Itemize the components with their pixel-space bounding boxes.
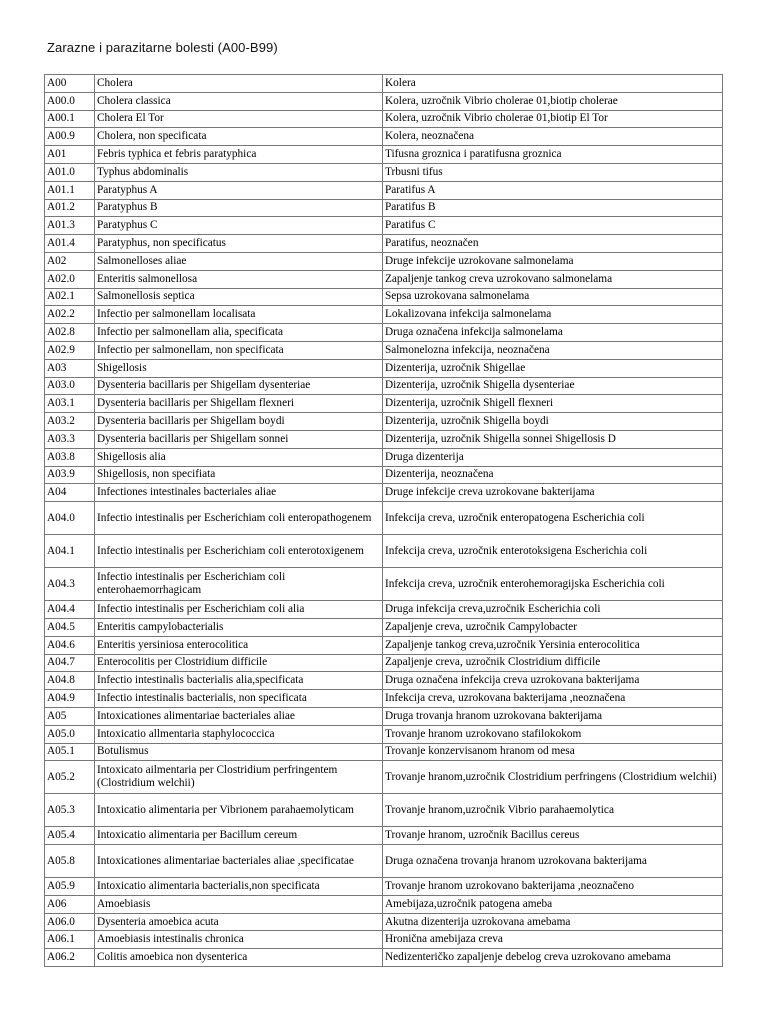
serbian-name-cell: Druga dizenterija: [383, 448, 723, 466]
code-cell: A05.3: [45, 794, 95, 827]
code-cell: A01.2: [45, 199, 95, 217]
latin-name-cell: Paratyphus A: [95, 181, 383, 199]
serbian-name-cell: Trovanje hranom,uzročnik Clostridium perfringens (Clostridium welchii): [383, 761, 723, 794]
serbian-name-cell: Kolera: [383, 75, 723, 93]
latin-name-cell: Infectio per salmonellam localisata: [95, 306, 383, 324]
serbian-name-cell: Dizenterija, uzročnik Shigella dysenteriae: [383, 377, 723, 395]
table-body: [45, 75, 723, 967]
latin-name-cell: Enteritis salmonellosa: [95, 270, 383, 288]
latin-name-cell: Paratyphus, non specificatus: [95, 235, 383, 253]
latin-name-cell: Infectio per salmonellam, non specificata: [95, 341, 383, 359]
table-row: [45, 181, 723, 199]
table-row: [45, 217, 723, 235]
serbian-name-cell: Akutna dizenterija uzrokovana amebama: [383, 913, 723, 931]
serbian-name-cell: Druge infekcije creva uzrokovane bakterijama: [383, 484, 723, 502]
table-row: [45, 913, 723, 931]
table-row: [45, 654, 723, 672]
code-cell: A05.8: [45, 845, 95, 878]
serbian-name-cell: Dizenterija, uzročnik Shigella sonnei Shigellosis D: [383, 430, 723, 448]
serbian-name-cell: Druge infekcije uzrokovane salmonelama: [383, 252, 723, 270]
latin-name-cell: Cholera El Tor: [95, 110, 383, 128]
serbian-name-cell: Druga označena infekcija salmonelama: [383, 324, 723, 342]
table-row: [45, 949, 723, 967]
serbian-name-cell: Paratifus B: [383, 199, 723, 217]
code-cell: A02.2: [45, 306, 95, 324]
latin-name-cell: Cholera classica: [95, 92, 383, 110]
latin-name-cell: Febris typhica et febris paratyphica: [95, 146, 383, 164]
code-cell: A05.0: [45, 725, 95, 743]
serbian-name-cell: Trbusni tifus: [383, 163, 723, 181]
code-cell: A05.4: [45, 827, 95, 845]
code-cell: A04: [45, 484, 95, 502]
code-cell: A01.3: [45, 217, 95, 235]
code-cell: A01.0: [45, 163, 95, 181]
code-cell: A04.0: [45, 502, 95, 535]
code-cell: A06: [45, 895, 95, 913]
latin-name-cell: Intoxicationes alimentariae bacteriales aliae: [95, 707, 383, 725]
code-cell: A02.1: [45, 288, 95, 306]
code-cell: A03.9: [45, 466, 95, 484]
table-row: [45, 931, 723, 949]
serbian-name-cell: Lokalizovana infekcija salmonelama: [383, 306, 723, 324]
latin-name-cell: Paratyphus C: [95, 217, 383, 235]
table-row: [45, 707, 723, 725]
code-cell: A03.8: [45, 448, 95, 466]
serbian-name-cell: Hronična amebijaza creva: [383, 931, 723, 949]
icd-code-table: [44, 74, 723, 967]
table-row: [45, 484, 723, 502]
serbian-name-cell: Kolera, uzročnik Vibrio cholerae 01,biotip cholerae: [383, 92, 723, 110]
code-cell: A04.5: [45, 618, 95, 636]
code-cell: A05.9: [45, 878, 95, 896]
table-row: [45, 92, 723, 110]
table-row: [45, 163, 723, 181]
code-cell: A04.6: [45, 636, 95, 654]
code-cell: A00: [45, 75, 95, 93]
serbian-name-cell: Zapaljenje creva, uzročnik Campylobacter: [383, 618, 723, 636]
latin-name-cell: Infectio intestinalis per Escherichiam coli enterotoxigenem: [95, 535, 383, 568]
table-row: [45, 359, 723, 377]
serbian-name-cell: Paratifus A: [383, 181, 723, 199]
table-row: [45, 568, 723, 601]
code-cell: A04.1: [45, 535, 95, 568]
code-cell: A01: [45, 146, 95, 164]
serbian-name-cell: Nedizenteričko zapaljenje debelog creva uzrokovano amebama: [383, 949, 723, 967]
code-cell: A00.1: [45, 110, 95, 128]
serbian-name-cell: Dizenterija, neoznačena: [383, 466, 723, 484]
code-cell: A03.1: [45, 395, 95, 413]
code-cell: A04.9: [45, 690, 95, 708]
code-cell: A00.0: [45, 92, 95, 110]
latin-name-cell: Amoebiasis: [95, 895, 383, 913]
table-row: [45, 395, 723, 413]
code-cell: A03: [45, 359, 95, 377]
latin-name-cell: Enterocolitis per Clostridium difficile: [95, 654, 383, 672]
serbian-name-cell: Dizenterija, uzročnik Shigellae: [383, 359, 723, 377]
latin-name-cell: Amoebiasis intestinalis chronica: [95, 931, 383, 949]
table-row: [45, 618, 723, 636]
latin-name-cell: Dysenteria bacillaris per Shigellam boydi: [95, 413, 383, 431]
latin-name-cell: Infectio intestinalis per Escherichiam coli enterohaemorrhagicam: [95, 568, 383, 601]
serbian-name-cell: Kolera, neoznačena: [383, 128, 723, 146]
serbian-name-cell: Trovanje hranom,uzročnik Vibrio parahaemolytica: [383, 794, 723, 827]
latin-name-cell: Infectiones intestinales bacteriales aliae: [95, 484, 383, 502]
table-row: [45, 128, 723, 146]
serbian-name-cell: Trovanje hranom, uzročnik Bacillus cereus: [383, 827, 723, 845]
serbian-name-cell: Zapaljenje tankog creva,uzročnik Yersinia enterocolitica: [383, 636, 723, 654]
table-row: [45, 535, 723, 568]
latin-name-cell: Dysenteria amoebica acuta: [95, 913, 383, 931]
latin-name-cell: Enteritis campylobacterialis: [95, 618, 383, 636]
latin-name-cell: Intoxicatio alimentaria bacterialis,non specificata: [95, 878, 383, 896]
serbian-name-cell: Trovanje hranom uzrokovano stafilokokom: [383, 725, 723, 743]
latin-name-cell: Salmonellosis septica: [95, 288, 383, 306]
latin-name-cell: Botulismus: [95, 743, 383, 761]
serbian-name-cell: Amebijaza,uzročnik patogena ameba: [383, 895, 723, 913]
code-cell: A02.0: [45, 270, 95, 288]
code-cell: A04.4: [45, 601, 95, 619]
latin-name-cell: Intoxicato ailmentaria per Clostridium perfringentem (Clostridium welchii): [95, 761, 383, 794]
table-row: [45, 601, 723, 619]
table-row: [45, 146, 723, 164]
code-cell: A04.3: [45, 568, 95, 601]
code-cell: A03.2: [45, 413, 95, 431]
table-row: [45, 413, 723, 431]
table-row: [45, 761, 723, 794]
code-cell: A06.1: [45, 931, 95, 949]
table-row: [45, 235, 723, 253]
serbian-name-cell: Dizenterija, uzročnik Shigell flexneri: [383, 395, 723, 413]
latin-name-cell: Dysenteria bacillaris per Shigellam sonnei: [95, 430, 383, 448]
code-cell: A00.9: [45, 128, 95, 146]
latin-name-cell: Infectio intestinalis bacterialis alia,specificata: [95, 672, 383, 690]
latin-name-cell: Shigellosis alia: [95, 448, 383, 466]
table-row: [45, 341, 723, 359]
table-row: [45, 448, 723, 466]
latin-name-cell: Infectio intestinalis bacterialis, non specificata: [95, 690, 383, 708]
table-row: [45, 306, 723, 324]
table-row: [45, 110, 723, 128]
code-cell: A03.0: [45, 377, 95, 395]
table-row: [45, 324, 723, 342]
latin-name-cell: Intoxicationes alimentariae bacteriales aliae ,specificatae: [95, 845, 383, 878]
latin-name-cell: Intoxicatio alimentaria per Bacillum cereum: [95, 827, 383, 845]
code-cell: A01.1: [45, 181, 95, 199]
table-row: [45, 794, 723, 827]
code-cell: A06.0: [45, 913, 95, 931]
table-row: [45, 288, 723, 306]
serbian-name-cell: Druga trovanja hranom uzrokovana bakterijama: [383, 707, 723, 725]
code-cell: A05.1: [45, 743, 95, 761]
serbian-name-cell: Infekcija creva, uzročnik enterotoksigena Escherichia coli: [383, 535, 723, 568]
table-row: [45, 895, 723, 913]
table-row: [45, 743, 723, 761]
serbian-name-cell: Sepsa uzrokovana salmonelama: [383, 288, 723, 306]
serbian-name-cell: Zapaljenje creva, uzročnik Clostridium difficile: [383, 654, 723, 672]
serbian-name-cell: Infekcija creva, uzročnik enterohemoragijska Escherichia coli: [383, 568, 723, 601]
code-cell: A04.8: [45, 672, 95, 690]
serbian-name-cell: Zapaljenje tankog creva uzrokovano salmonelama: [383, 270, 723, 288]
latin-name-cell: Cholera, non specificata: [95, 128, 383, 146]
code-cell: A06.2: [45, 949, 95, 967]
latin-name-cell: Paratyphus B: [95, 199, 383, 217]
latin-name-cell: Dysenteria bacillaris per Shigellam flexneri: [95, 395, 383, 413]
table-row: [45, 845, 723, 878]
latin-name-cell: Dysenteria bacillaris per Shigellam dysenteriae: [95, 377, 383, 395]
latin-name-cell: Cholera: [95, 75, 383, 93]
code-cell: A04.7: [45, 654, 95, 672]
code-cell: A03.3: [45, 430, 95, 448]
latin-name-cell: Colitis amoebica non dysenterica: [95, 949, 383, 967]
latin-name-cell: Shigellosis, non specifiata: [95, 466, 383, 484]
latin-name-cell: Infectio per salmonellam alia, specificata: [95, 324, 383, 342]
latin-name-cell: Salmonelloses aliae: [95, 252, 383, 270]
page-title: Zarazne i parazitarne bolesti (A00-B99): [47, 40, 278, 55]
table-row: [45, 377, 723, 395]
serbian-name-cell: Trovanje hranom uzrokovano bakterijama ,neoznačeno: [383, 878, 723, 896]
table-row: [45, 690, 723, 708]
code-cell: A05: [45, 707, 95, 725]
latin-name-cell: Infectio intestinalis per Escherichiam coli enteropathogenem: [95, 502, 383, 535]
code-cell: A02.8: [45, 324, 95, 342]
code-cell: A01.4: [45, 235, 95, 253]
code-cell: A05.2: [45, 761, 95, 794]
latin-name-cell: Typhus abdominalis: [95, 163, 383, 181]
table-row: [45, 636, 723, 654]
latin-name-cell: Intoxicatio allmentaria staphylococcica: [95, 725, 383, 743]
latin-name-cell: Infectio intestinalis per Escherichiam coli alia: [95, 601, 383, 619]
serbian-name-cell: Infekcija creva, uzročnik enteropatogena Escherichia coli: [383, 502, 723, 535]
serbian-name-cell: Kolera, uzročnik Vibrio cholerae 01,biotip El Tor: [383, 110, 723, 128]
code-cell: A02: [45, 252, 95, 270]
latin-name-cell: Shigellosis: [95, 359, 383, 377]
serbian-name-cell: Paratifus C: [383, 217, 723, 235]
code-cell: A02.9: [45, 341, 95, 359]
table-row: [45, 827, 723, 845]
serbian-name-cell: Tifusna groznica i paratifusna groznica: [383, 146, 723, 164]
table-row: [45, 672, 723, 690]
serbian-name-cell: Paratifus, neoznačen: [383, 235, 723, 253]
table-row: [45, 725, 723, 743]
table-row: [45, 878, 723, 896]
table-row: [45, 270, 723, 288]
serbian-name-cell: Dizenterija, uzročnik Shigella boydi: [383, 413, 723, 431]
table-row: [45, 430, 723, 448]
table-row: [45, 502, 723, 535]
latin-name-cell: Intoxicatio alimentaria per Vibrionem parahaemolyticam: [95, 794, 383, 827]
table-row: [45, 199, 723, 217]
serbian-name-cell: Druga označena infekcija creva uzrokovana bakterijama: [383, 672, 723, 690]
serbian-name-cell: Salmonelozna infekcija, neoznačena: [383, 341, 723, 359]
serbian-name-cell: Druga infekcija creva,uzročnik Escherichia coli: [383, 601, 723, 619]
table-row: [45, 252, 723, 270]
serbian-name-cell: Trovanje konzervisanom hranom od mesa: [383, 743, 723, 761]
serbian-name-cell: Druga označena trovanja hranom uzrokovana bakterijama: [383, 845, 723, 878]
serbian-name-cell: Infekcija creva, uzrokovana bakterijama ,neoznačena: [383, 690, 723, 708]
table-row: [45, 75, 723, 93]
latin-name-cell: Enteritis yersiniosa enterocolitica: [95, 636, 383, 654]
table-row: [45, 466, 723, 484]
